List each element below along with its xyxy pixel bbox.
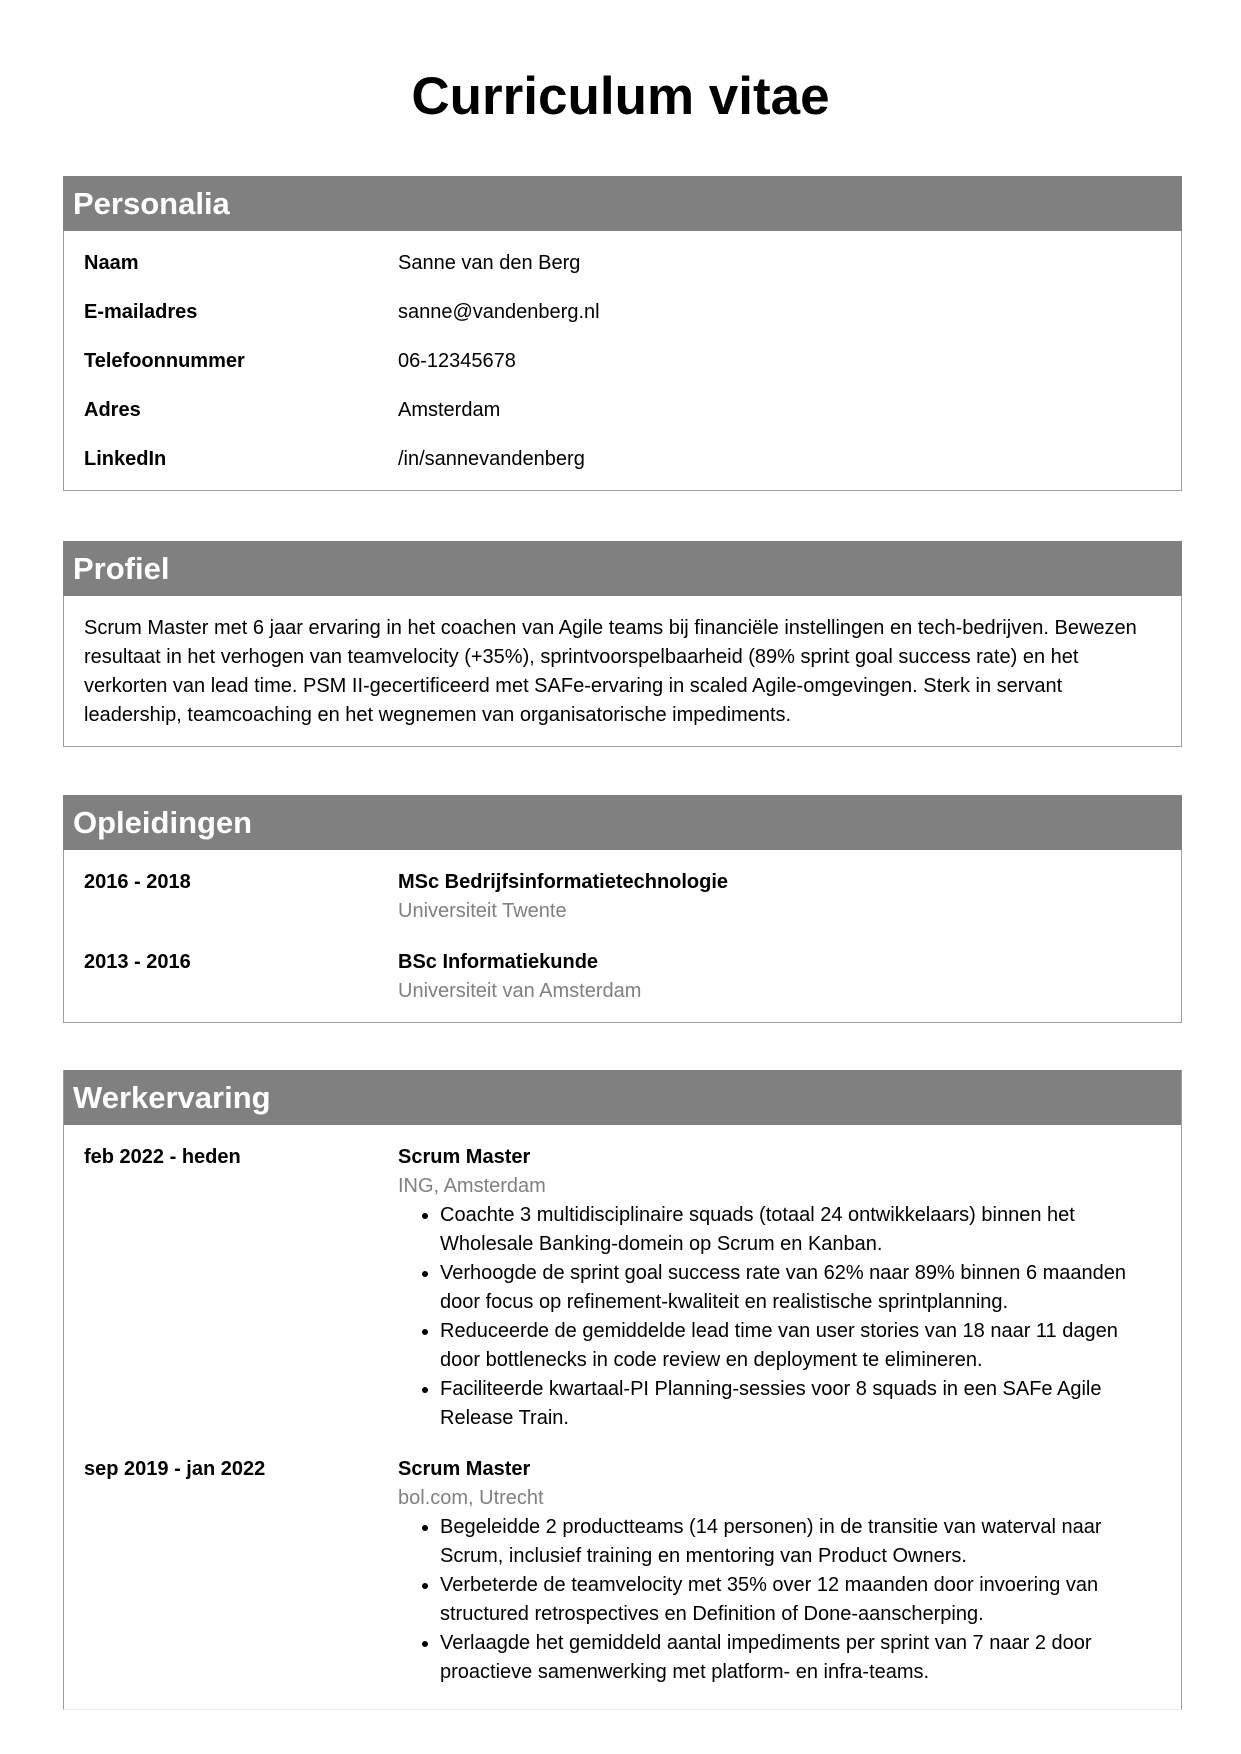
- field-value: Amsterdam: [398, 399, 501, 421]
- education-content: [398, 868, 1161, 926]
- education-degree: MSc Bedrijfsinformatietechnologie: [398, 871, 729, 893]
- work-employer: bol.com, Utrecht: [398, 1487, 544, 1509]
- work-period: feb 2022 - heden: [84, 1146, 241, 1168]
- achievement-item: • Verlaagde het gemiddeld aantal impediments per sprint van 7 naar 2 door proactieve samenwerking met platform- en infra-teams.: [440, 1629, 1161, 1687]
- education-entry: [84, 948, 1161, 1006]
- achievement-item: • Reduceerde de gemiddelde lead time van user stories van 18 naar 11 dagen door bottlenecks in code review en deployment te elimineren.: [440, 1317, 1161, 1375]
- achievement-item: • Begeleidde 2 productteams (14 personen) in de transitie van waterval naar Scrum, inclusief training en mentoring van Product Owners.: [440, 1513, 1161, 1571]
- work-achievements: [398, 1513, 1161, 1687]
- field-value: /in/sannevandenberg: [398, 448, 585, 470]
- work-period: sep 2019 - jan 2022: [84, 1458, 266, 1480]
- education-degree: BSc Informatiekunde: [398, 951, 599, 973]
- field-label: Naam: [84, 252, 139, 274]
- profiel-body: [64, 596, 1181, 746]
- education-institution: Universiteit Twente: [398, 900, 567, 922]
- work-content: [398, 1143, 1161, 1433]
- section-heading-werkervaring: Werkervaring: [63, 1070, 1182, 1125]
- field-label: E-mailadres: [84, 301, 198, 323]
- personalia-row-email: [84, 298, 1161, 327]
- achievement-item: • Verhoogde de sprint goal success rate van 62% naar 89% binnen 6 maanden door focus op refinement-kwaliteit en realistische sprintplanning.: [440, 1259, 1161, 1317]
- achievement-item: • Coachte 3 multidisciplinaire squads (totaal 24 ontwikkelaars) binnen het Wholesale Banking-domein op Scrum en Kanban.: [440, 1201, 1161, 1259]
- section-personalia: [63, 176, 1182, 491]
- achievement-item: • Faciliteerde kwartaal-PI Planning-sessies voor 8 squads in een SAFe Agile Release Train.: [440, 1375, 1161, 1433]
- education-entry: [84, 868, 1161, 926]
- work-entry: [84, 1143, 1161, 1433]
- section-werkervaring: [63, 1070, 1182, 1710]
- personalia-row-linkedin: [84, 445, 1161, 474]
- field-value: Sanne van den Berg: [398, 252, 581, 274]
- personalia-body: [64, 231, 1181, 490]
- profile-summary: Scrum Master met 6 jaar ervaring in het coachen van Agile teams bij financiële instellingen en tech-bedrijven. Bewezen resultaat in het verhogen van teamvelocity (+35%), sprintvoorspelbaarheid (89% sprint goal success rate) en het verkorten van lead time. PSM II-gecertificeerd met SAFe-ervaring in scaled Agile-omgevingen. Sterk in servant leadership, teamcoaching en het wegnemen van organisatorische impediments.: [84, 617, 1137, 726]
- field-label: Adres: [84, 399, 141, 421]
- work-achievements: [398, 1201, 1161, 1433]
- section-heading-opleidingen: Opleidingen: [63, 795, 1182, 850]
- field-label: LinkedIn: [84, 448, 167, 470]
- opleidingen-body: [64, 850, 1181, 1022]
- field-value: sanne@vandenberg.nl: [398, 301, 600, 323]
- werkervaring-body: [64, 1125, 1181, 1703]
- document-title: Curriculum vitae: [411, 67, 830, 126]
- work-job-title: Scrum Master: [398, 1458, 531, 1480]
- field-value: 06-12345678: [398, 350, 516, 372]
- education-period: 2013 - 2016: [84, 951, 191, 973]
- education-institution: Universiteit van Amsterdam: [398, 980, 642, 1002]
- personalia-row-phone: [84, 347, 1161, 376]
- work-employer: ING, Amsterdam: [398, 1175, 546, 1197]
- field-label: Telefoonnummer: [84, 350, 245, 372]
- work-entry: [84, 1455, 1161, 1687]
- achievement-item: • Verbeterde de teamvelocity met 35% over 12 maanden door invoering van structured retrospectives en Definition of Done-aanscherping.: [440, 1571, 1161, 1629]
- personalia-row-address: [84, 396, 1161, 425]
- work-job-title: Scrum Master: [398, 1146, 531, 1168]
- education-period: 2016 - 2018: [84, 871, 191, 893]
- work-content: [398, 1455, 1161, 1687]
- section-opleidingen: [63, 795, 1182, 1023]
- personalia-row-name: [84, 249, 1161, 278]
- section-heading-profiel: Profiel: [63, 541, 1182, 596]
- education-content: [398, 948, 1161, 1006]
- section-heading-personalia: Personalia: [63, 176, 1182, 231]
- section-profiel: [63, 541, 1182, 747]
